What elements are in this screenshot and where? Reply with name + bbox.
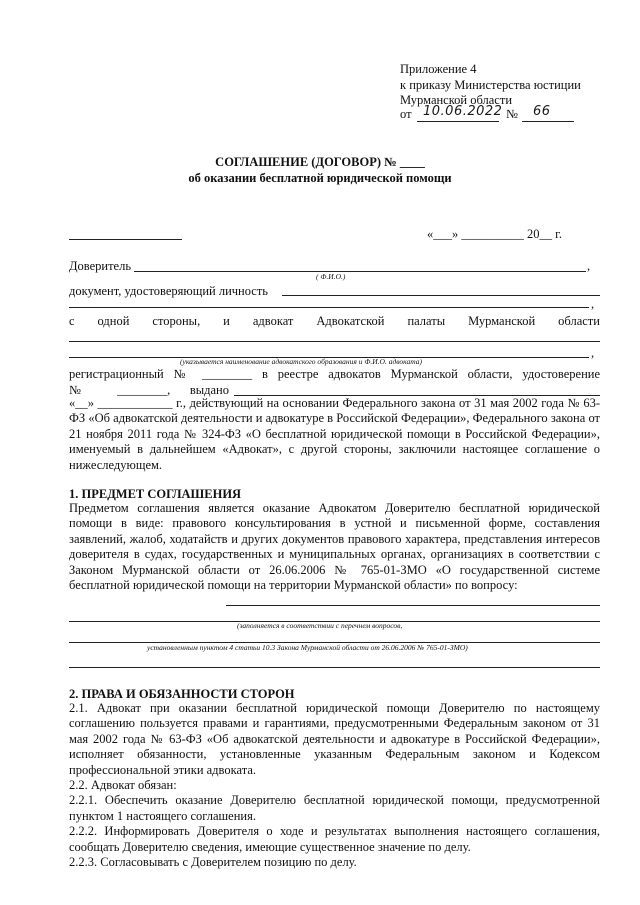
place-blank-line: [69, 239, 182, 240]
side-word-5: адвокат: [252, 314, 294, 328]
question-caption-1: (заполняется в соответствии с перечнем вопросов,: [237, 621, 403, 630]
side-word-4: и: [223, 314, 230, 328]
principal-name-line: [134, 271, 586, 272]
side-word-8: Мурманской: [468, 314, 536, 328]
agreement-date-field: «___» __________ 20__ г.: [427, 227, 562, 241]
id-comma: ,: [591, 297, 595, 311]
fio-caption: ( Ф.И.О.): [316, 272, 346, 281]
question-caption-2: установленным пунктом 4 статьи 10.3 Закона Мурманской области от 26.06.2006 № 765-01-ЗМО): [147, 643, 468, 652]
advocate-caption: (указывается наименование адвокатского образования и Ф.И.О. адвоката): [180, 357, 422, 366]
side-word-1: с: [69, 314, 75, 328]
appendix-num-value: 66: [533, 104, 551, 119]
id-document-line: [282, 295, 600, 296]
side-word-3: стороны,: [152, 314, 201, 328]
document-title: СОГЛАШЕНИЕ (ДОГОВОР) № ____: [215, 155, 425, 169]
appendix-date-value: 10.06.2022: [423, 104, 503, 119]
side-word-7: палаты: [407, 314, 446, 328]
issued-line: № ________, выдано: [69, 383, 229, 397]
question-line-1: [226, 605, 600, 606]
principal-label: Доверитель: [69, 259, 132, 273]
appendix-line-2: к приказу Министерства юстиции: [400, 78, 581, 92]
parties-paragraph-text: «__» ____________ г., действующий на основании Федерального закона от 31 мая 2002 года № 63-ФЗ «Об адвокатской деятельности и адвокатуре в Российской Федерации», Федерального закона от 21 ноября 2011 года № 324-ФЗ «О бесплатной юридической помощи в Российской Федерации», именуемый в дальнейшем «Адвокат», с другой стороны, заключили настоящее соглашение о нижеследующем.: [69, 396, 600, 472]
appendix-line-3: Мурманской области: [400, 93, 513, 107]
section-2-heading: 2. ПРАВА И ОБЯЗАННОСТИ СТОРОН: [69, 687, 295, 701]
clause-2-2-1: 2.2.1. Обеспечить оказание Доверителю бесплатной юридической помощи, предусмотренной пунктом 1 настоящего соглашения.: [69, 793, 600, 823]
section-2-body: [69, 701, 600, 870]
appendix-num-underline: [522, 121, 574, 122]
appendix-date-prefix: от: [400, 107, 412, 121]
appendix-date-underline: [417, 121, 499, 122]
clause-2-2: 2.2. Адвокат обязан:: [69, 778, 177, 793]
side-word-2: одной: [97, 314, 130, 328]
appendix-num-prefix: №: [506, 107, 518, 121]
advocate-line-1: [69, 341, 600, 342]
clause-2-1: 2.1. Адвокат при оказании бесплатной юридической помощи Доверителю по настоящему соглашению пользуется правами и гарантиями, предусмотренными Федеральным законом от 31 мая 2002 года № 63-ФЗ «Об адвокатской деятельности и адвокатуре в Российской Федерации», исполняет обязанности, установленные указанным Федеральным законом и Кодексом профессиональной этики адвоката.: [69, 701, 600, 777]
reg-line-wrap: [69, 366, 600, 382]
side-word-9: области: [558, 314, 600, 328]
id-document-line-2: [69, 307, 589, 308]
clause-2-2-2: 2.2.2. Информировать Доверителя о ходе и результатах выполнения настоящего соглашения, сообщать Доверителю сведения, имеющие существенное значение по делу.: [69, 824, 600, 854]
section-1-text: Предметом соглашения является оказание Адвокатом Доверителю бесплатной юридической помощи в виде: правового консультирования в устной и письменной форме, составления заявлений, жалоб, ходатайств и других документов правового характера, представления интересов доверителя в судах, государственных и муниципальных органах, организациях в соответствии с Законом Мурманской области от 26.06.2006 № 765-01-ЗМО «О государственной системе бесплатной юридической помощи на территории Мурманской области» по вопросу:: [69, 501, 600, 593]
id-document-label: документ, удостоверяющий личность: [69, 284, 269, 298]
reg-line: регистрационный № ________ в реестре адвокатов Мурманской области, удостоверение: [69, 367, 600, 381]
side-word-6: Адвокатской: [316, 314, 385, 328]
appendix-line-1: Приложение 4: [400, 62, 477, 76]
party-side-line: [69, 313, 600, 329]
section-1-heading: 1. ПРЕДМЕТ СОГЛАШЕНИЯ: [69, 487, 242, 501]
advocate-comma: ,: [591, 346, 595, 360]
parties-paragraph: [69, 396, 600, 473]
document-subtitle: об оказании бесплатной юридической помощи: [188, 171, 452, 185]
section-1-paragraph: [69, 501, 600, 593]
question-line-4: [69, 667, 600, 668]
principal-comma: ,: [587, 259, 591, 273]
clause-2-2-3: 2.2.3. Согласовывать с Доверителем позицию по делу.: [69, 855, 357, 870]
